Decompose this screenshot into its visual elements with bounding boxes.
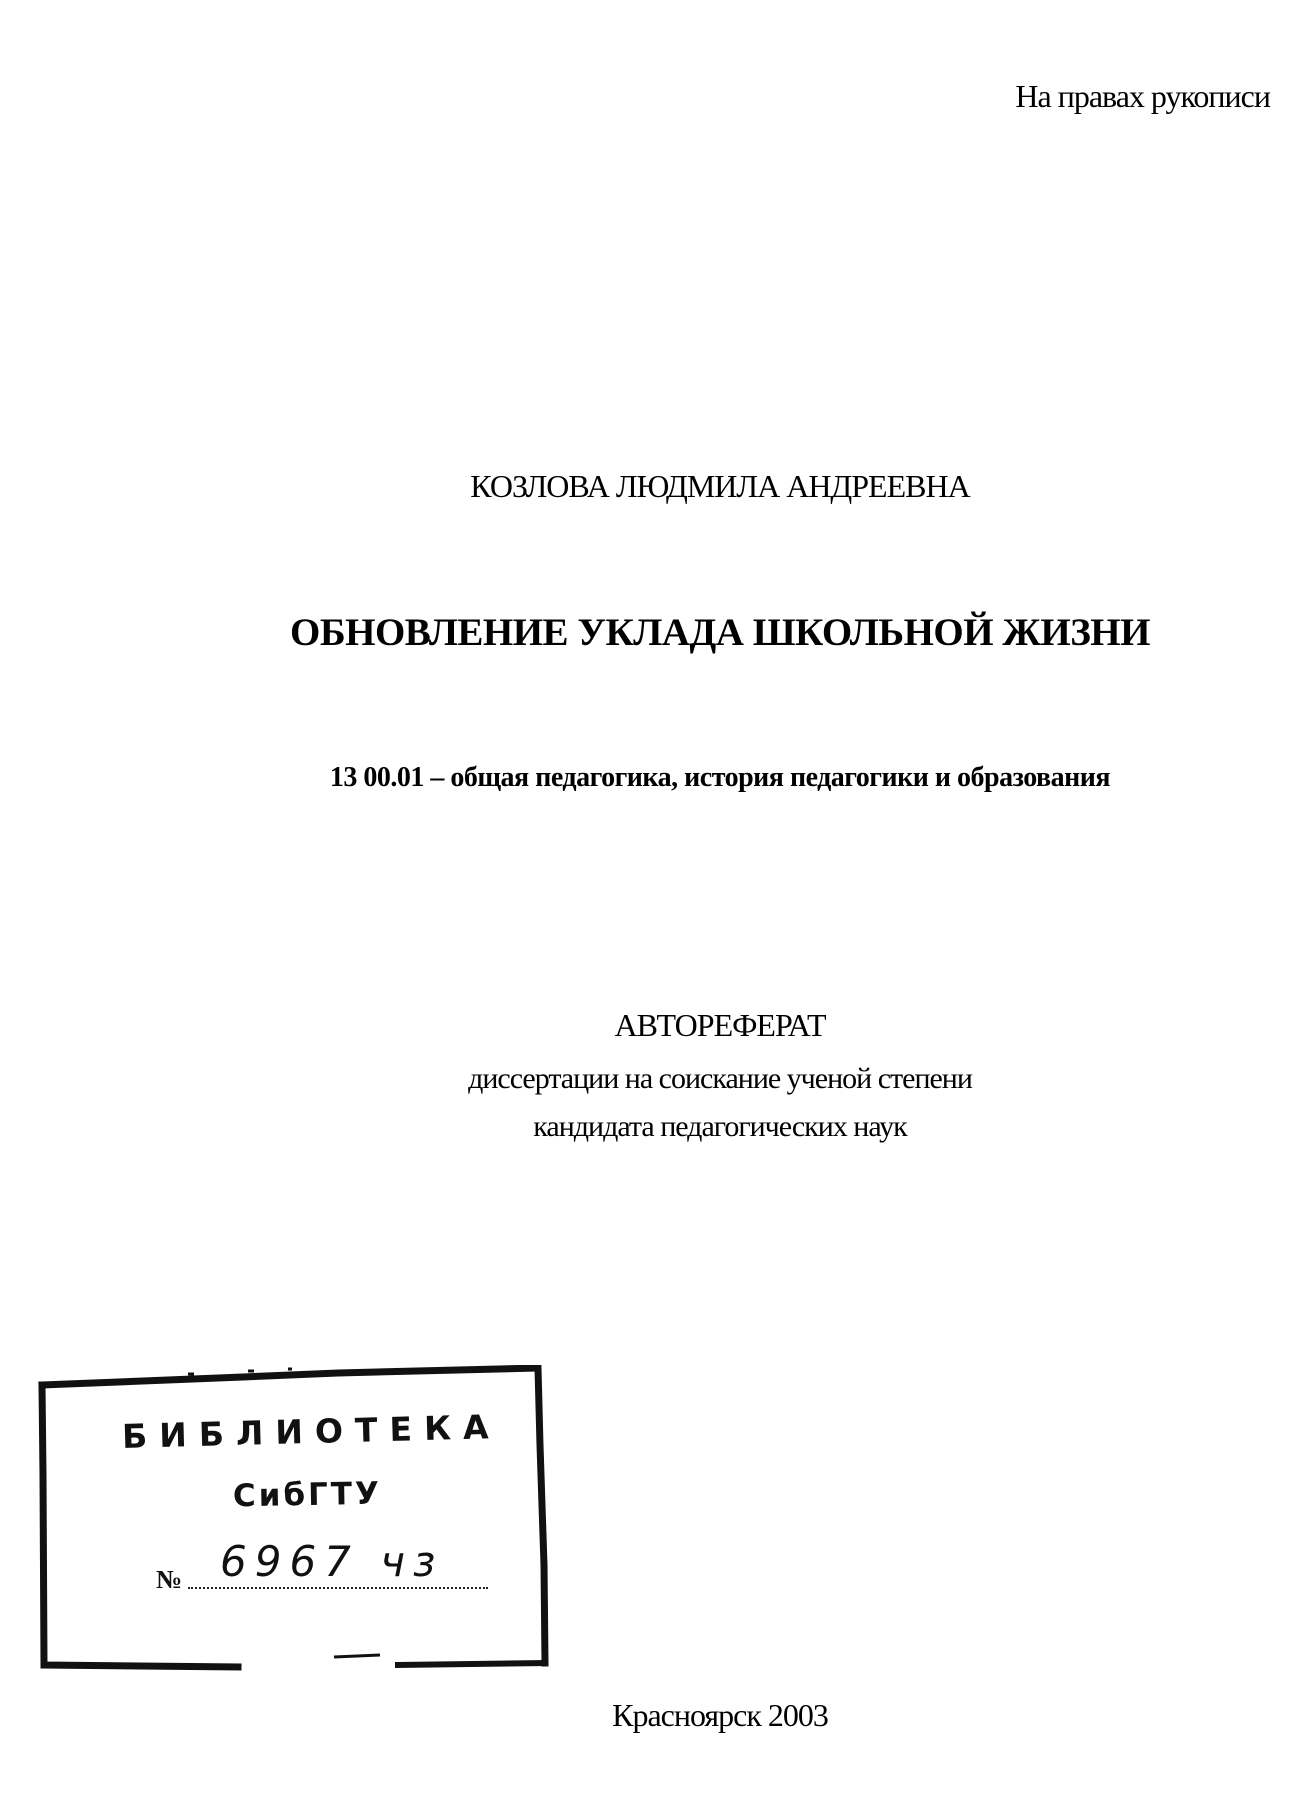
specialty-code: 13 00.01 – общая педагогика, история педагогики и образования	[329, 762, 1111, 793]
degree-line-1: диссертации на соискание ученой степени	[468, 1062, 972, 1095]
document-title: ОБНОВЛЕНИЕ УКЛАДА ШКОЛЬНОЙ ЖИЗНИ	[290, 611, 1150, 654]
stamp-dotted-line	[188, 1587, 488, 1589]
footer-city-year: Красноярск 2003	[612, 1697, 828, 1733]
document-type-label: АВТОРЕФЕРАТ	[614, 1007, 826, 1043]
degree-line-2: кандидата педагогических наук	[533, 1110, 907, 1143]
stamp-library-label: БИБЛИОТЕКА	[121, 1407, 502, 1456]
stamp-org-label: СибГТУ	[232, 1475, 383, 1515]
stamp-handwritten-number: 6967 чз	[220, 1537, 444, 1586]
stamp-number-sign: №	[156, 1565, 183, 1594]
author-name: КОЗЛОВА ЛЮДМИЛА АНДРЕЕВНА	[470, 468, 970, 504]
header-note: На правах рукописи	[1015, 78, 1270, 114]
library-stamp	[38, 1365, 558, 1677]
